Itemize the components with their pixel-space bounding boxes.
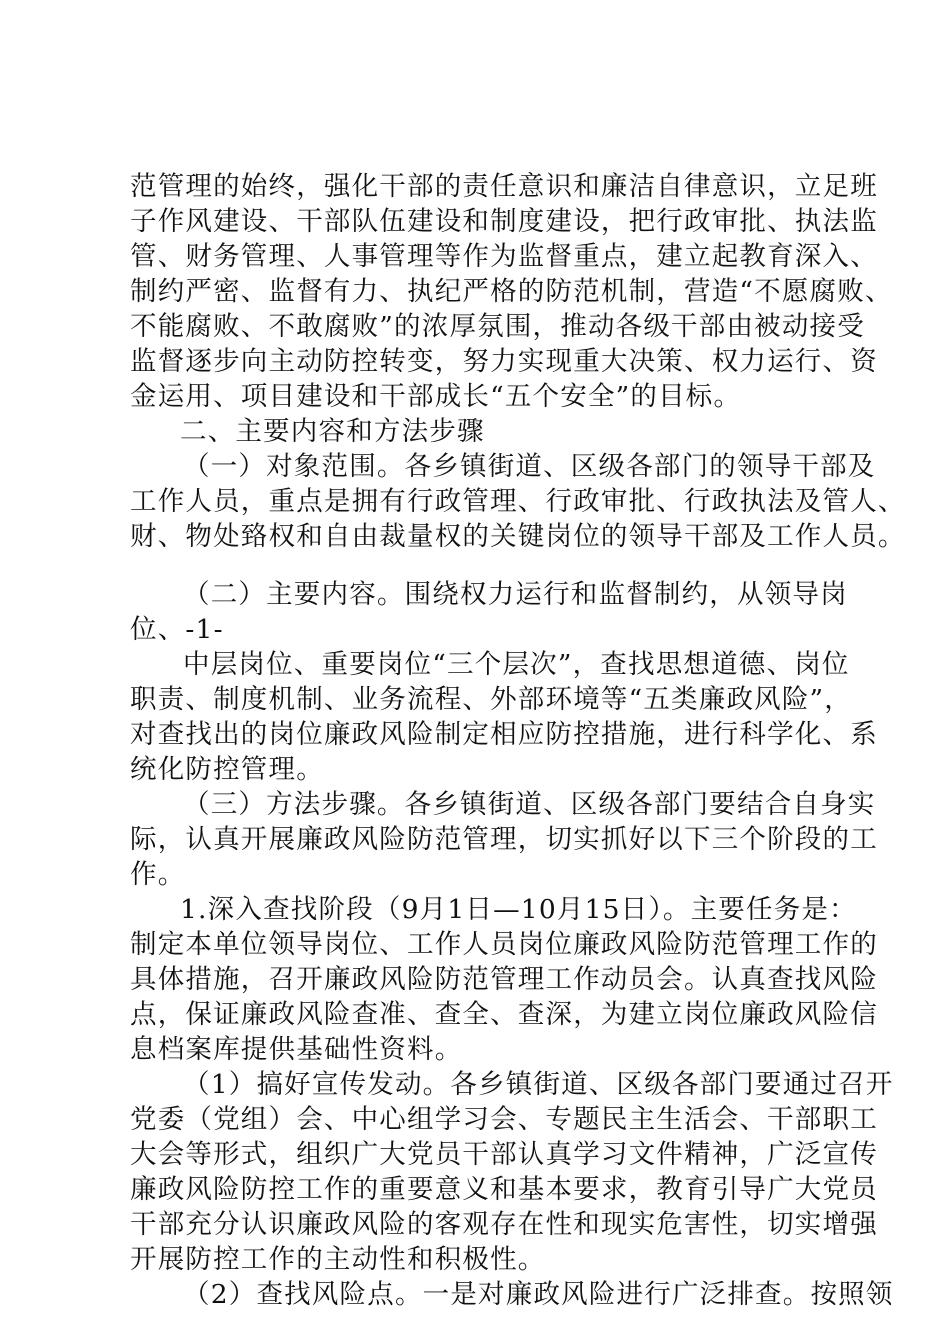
text-line: 职责、制度机制、业务流程、外部环境等“五类廉政风险”， xyxy=(130,684,852,715)
section-heading: 二、主要内容和方法步骤 xyxy=(180,416,485,447)
text-line: 开展防控工作的主动性和积极性。 xyxy=(130,1244,546,1275)
text-line: 工作人员，重点是拥有行政管理、行政审批、行政执法及管人、 xyxy=(130,486,906,517)
text-line: 金运用、项目建设和干部成长“五个安全”的目标。 xyxy=(130,381,742,412)
text-line: 点，保证廉政风险查准、查全、查深，为建立岗位廉政风险信 xyxy=(130,999,878,1030)
text-line: 制定本单位领导岗位、工作人员岗位廉政风险防范管理工作的 xyxy=(130,929,878,960)
text-line: （一）对象范围。各乡镇街道、区级各部门的领导干部及 xyxy=(183,451,876,482)
text-line: 干部充分认识廉政风险的客观存在性和现实危害性，切实增强 xyxy=(130,1209,878,1240)
text-line: 位、-1- xyxy=(130,614,224,645)
text-line: 中层岗位、重要岗位“三个层次”，查找思想道德、岗位 xyxy=(183,649,850,680)
text-line: 范管理的始终，强化干部的责任意识和廉洁自律意识，立足班 xyxy=(130,171,878,202)
text-line: 廉政风险防控工作的重要意义和基本要求，教育引导广大党员 xyxy=(130,1174,878,1205)
text-line: 大会等形式，组织广大党员干部认真学习文件精神，广泛宣传 xyxy=(130,1139,878,1170)
text-line: 制约严密、监督有力、执纪严格的防范机制，营造“不愿腐败、 xyxy=(130,276,893,307)
text-line: 财、物处臵权和自由裁量权的关键岗位的领导干部及工作人员。 xyxy=(130,521,906,552)
text-line: 不能腐败、不敢腐败”的浓厚氛围，推动各级干部由被动接受 xyxy=(130,311,865,342)
text-line: （二）主要内容。围绕权力运行和监督制约，从领导岗 xyxy=(183,579,848,610)
text-line: 际，认真开展廉政风险防范管理，切实抓好以下三个阶段的工 xyxy=(130,824,878,855)
text-line: 1.深入查找阶段（9月1日—10月15日）。主要任务是： xyxy=(180,894,857,925)
text-line: （2）查找风险点。一是对廉政风险进行广泛排查。按照领 xyxy=(183,1279,894,1310)
text-line: 管、财务管理、人事管理等作为监督重点，建立起教育深入、 xyxy=(130,241,878,272)
text-line: 具体措施，召开廉政风险防范管理工作动员会。认真查找风险 xyxy=(130,964,878,995)
text-line: 子作风建设、干部队伍建设和制度建设，把行政审批、执法监 xyxy=(130,206,878,237)
text-line: 统化防控管理。 xyxy=(130,754,324,785)
text-line: （三）方法步骤。各乡镇街道、区级各部门要结合自身实 xyxy=(183,789,876,820)
text-line: 作。 xyxy=(130,859,186,890)
text-line: 对查找出的岗位廉政风险制定相应防控措施，进行科学化、系 xyxy=(130,719,878,750)
text-line: 党委（党组）会、中心组学习会、专题民主生活会、干部职工 xyxy=(130,1104,878,1135)
text-line: （1）搞好宣传发动。各乡镇街道、区级各部门要通过召开 xyxy=(183,1069,894,1100)
text-line: 息档案库提供基础性资料。 xyxy=(130,1034,463,1065)
text-line: 监督逐步向主动防控转变，努力实现重大决策、权力运行、资 xyxy=(130,346,878,377)
